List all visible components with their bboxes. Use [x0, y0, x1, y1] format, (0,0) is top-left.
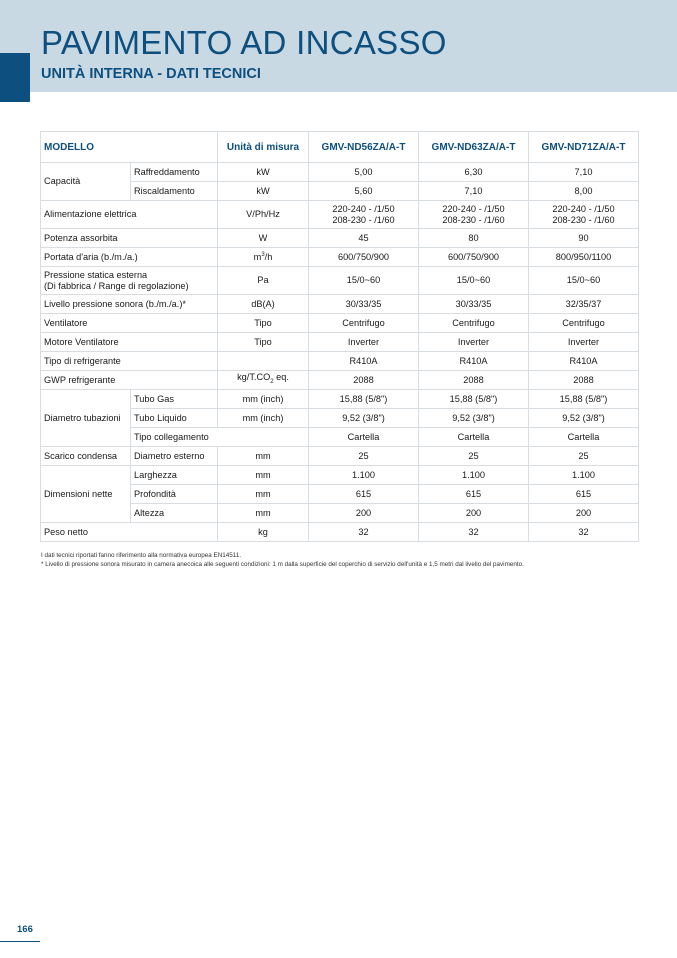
- row-value: 9,52 (3/8"): [529, 409, 639, 428]
- table-row: [41, 466, 639, 485]
- row-unit: Tipo: [218, 333, 309, 352]
- row-value: 800/950/1100: [529, 248, 639, 267]
- header-model: MODELLO: [41, 132, 218, 163]
- row-unit: kW: [218, 182, 309, 201]
- row-value: 9,52 (3/8"): [419, 409, 529, 428]
- row-label: Diametro tubazioni: [41, 390, 131, 447]
- row-unit: mm: [218, 485, 309, 504]
- row-value: 600/750/900: [419, 248, 529, 267]
- row-value: 615: [529, 485, 639, 504]
- row-value: Cartella: [309, 428, 419, 447]
- row-value: 600/750/900: [309, 248, 419, 267]
- row-value: 1.100: [309, 466, 419, 485]
- table-row: [41, 352, 639, 371]
- row-value: 32: [309, 523, 419, 542]
- value-line: 220-240 - /1/50: [332, 203, 395, 214]
- row-sublabel: Altezza: [131, 504, 218, 523]
- table-row: [41, 333, 639, 352]
- row-label: Capacità: [41, 163, 131, 201]
- row-value: 25: [309, 447, 419, 466]
- row-value: [419, 201, 529, 229]
- row-unit: [218, 352, 309, 371]
- row-value: 15/0~60: [419, 267, 529, 295]
- row-sublabel: Raffreddamento: [131, 163, 218, 182]
- row-label: Alimentazione elettrica: [41, 201, 218, 229]
- row-value: Centrifugo: [419, 314, 529, 333]
- header-model-3: GMV-ND71ZA/A-T: [529, 132, 639, 163]
- row-sublabel: Larghezza: [131, 466, 218, 485]
- row-value: 32: [529, 523, 639, 542]
- page-subtitle: UNITÀ INTERNA - DATI TECNICI: [41, 66, 261, 82]
- row-value: 15,88 (5/8"): [529, 390, 639, 409]
- page-number: 166: [17, 924, 33, 935]
- row-value: 1.100: [529, 466, 639, 485]
- table-row: [41, 504, 639, 523]
- row-label: Pressione statica esterna (Di fabbrica / Range di regolazione): [41, 267, 218, 295]
- row-value: 32: [419, 523, 529, 542]
- table-row: [41, 295, 639, 314]
- row-label: Potenza assorbita: [41, 229, 218, 248]
- row-sublabel: Diametro esterno: [131, 447, 218, 466]
- value-line: 220-240 - /1/50: [552, 203, 615, 214]
- row-value: R410A: [419, 352, 529, 371]
- row-value: 200: [419, 504, 529, 523]
- row-value: 7,10: [529, 163, 639, 182]
- row-label: GWP refrigerante: [41, 371, 218, 390]
- row-value: 6,30: [419, 163, 529, 182]
- header-model-2: GMV-ND63ZA/A-T: [419, 132, 529, 163]
- value-line: 208-230 - /1/60: [332, 214, 395, 225]
- row-value: 45: [309, 229, 419, 248]
- row-value: 9,52 (3/8"): [309, 409, 419, 428]
- row-unit: kg: [218, 523, 309, 542]
- row-value: 200: [309, 504, 419, 523]
- page-number-rule: [0, 941, 40, 942]
- row-label: Ventilatore: [41, 314, 218, 333]
- row-value: 8,00: [529, 182, 639, 201]
- table-row: [41, 390, 639, 409]
- row-value: 25: [419, 447, 529, 466]
- header-model-1: GMV-ND56ZA/A-T: [309, 132, 419, 163]
- row-value: 25: [529, 447, 639, 466]
- row-unit: mm: [218, 504, 309, 523]
- row-value: 7,10: [419, 182, 529, 201]
- value-line: 220-240 - /1/50: [442, 203, 505, 214]
- row-value: Cartella: [419, 428, 529, 447]
- table-row: [41, 201, 639, 229]
- row-sublabel: Riscaldamento: [131, 182, 218, 201]
- table-row: [41, 523, 639, 542]
- row-sublabel: Tubo Gas: [131, 390, 218, 409]
- row-value: 30/33/35: [419, 295, 529, 314]
- row-value: 15/0~60: [309, 267, 419, 295]
- row-value: 200: [529, 504, 639, 523]
- row-value: R410A: [309, 352, 419, 371]
- row-value: 615: [309, 485, 419, 504]
- row-value: Centrifugo: [529, 314, 639, 333]
- row-value: Inverter: [419, 333, 529, 352]
- table-row: [41, 314, 639, 333]
- row-value: [309, 201, 419, 229]
- table-row: [41, 229, 639, 248]
- row-unit: $kg/T.CO_2$ eq.: [218, 371, 309, 390]
- row-value: [529, 201, 639, 229]
- table-row: [41, 428, 639, 447]
- row-value: 1.100: [419, 466, 529, 485]
- table-row: [41, 182, 639, 201]
- row-value: 15/0~60: [529, 267, 639, 295]
- row-label: Dimensioni nette: [41, 466, 131, 523]
- row-label: Motore Ventilatore: [41, 333, 218, 352]
- row-value: R410A: [529, 352, 639, 371]
- row-sublabel: Profondità: [131, 485, 218, 504]
- page-title: PAVIMENTO AD INCASSO: [41, 24, 447, 61]
- row-sublabel: Tipo collegamento: [131, 428, 309, 447]
- row-value: 5,60: [309, 182, 419, 201]
- row-value: 32/35/37: [529, 295, 639, 314]
- row-value: Inverter: [309, 333, 419, 352]
- row-label: Tipo di refrigerante: [41, 352, 218, 371]
- row-unit: W: [218, 229, 309, 248]
- row-value: 5,00: [309, 163, 419, 182]
- row-sublabel: Tubo Liquido: [131, 409, 218, 428]
- row-value: 2088: [529, 371, 639, 390]
- row-value: 15,88 (5/8"): [309, 390, 419, 409]
- row-unit: mm: [218, 447, 309, 466]
- row-unit: $m^3/h$: [218, 248, 309, 267]
- row-value: 80: [419, 229, 529, 248]
- row-value: 15,88 (5/8"): [419, 390, 529, 409]
- row-unit: Pa: [218, 267, 309, 295]
- row-unit: dB(A): [218, 295, 309, 314]
- row-value: Centrifugo: [309, 314, 419, 333]
- footnote-sound-level: * Livello di pressione sonora misurato in camera anecoica alle seguenti condizioni: 1 m dalla superficie del coperchio di servizio dell'unità e 1,5 metri dal livello del pavimento.: [41, 561, 524, 568]
- row-unit: kW: [218, 163, 309, 182]
- row-value: 30/33/35: [309, 295, 419, 314]
- footnotes: [41, 551, 524, 569]
- row-label: Peso netto: [41, 523, 218, 542]
- row-value: 2088: [309, 371, 419, 390]
- header-unit: Unità di misura: [218, 132, 309, 163]
- table-row: [41, 371, 639, 390]
- row-unit: Tipo: [218, 314, 309, 333]
- value-line: 208-230 - /1/60: [552, 214, 615, 225]
- table-header-row: [41, 132, 639, 163]
- table-row: [41, 409, 639, 428]
- header-tab-accent: [0, 53, 30, 102]
- row-label: Livello pressione sonora (b./m./a.)*: [41, 295, 218, 314]
- row-label: Scarico condensa: [41, 447, 131, 466]
- technical-data-table: [40, 131, 639, 542]
- row-value: 615: [419, 485, 529, 504]
- row-value: Inverter: [529, 333, 639, 352]
- value-line: 208-230 - /1/60: [442, 214, 505, 225]
- table-row: [41, 447, 639, 466]
- table-row: [41, 163, 639, 182]
- row-unit: mm (inch): [218, 409, 309, 428]
- row-unit: V/Ph/Hz: [218, 201, 309, 229]
- row-value: 2088: [419, 371, 529, 390]
- row-value: 90: [529, 229, 639, 248]
- row-unit: mm: [218, 466, 309, 485]
- table-row: [41, 248, 639, 267]
- table-row: [41, 267, 639, 295]
- row-value: Cartella: [529, 428, 639, 447]
- row-label: Portata d'aria (b./m./a.): [41, 248, 218, 267]
- table-row: [41, 485, 639, 504]
- footnote-standard: I dati tecnici riportati fanno riferimento alla normativa europea EN14511.: [41, 552, 242, 559]
- row-unit: mm (inch): [218, 390, 309, 409]
